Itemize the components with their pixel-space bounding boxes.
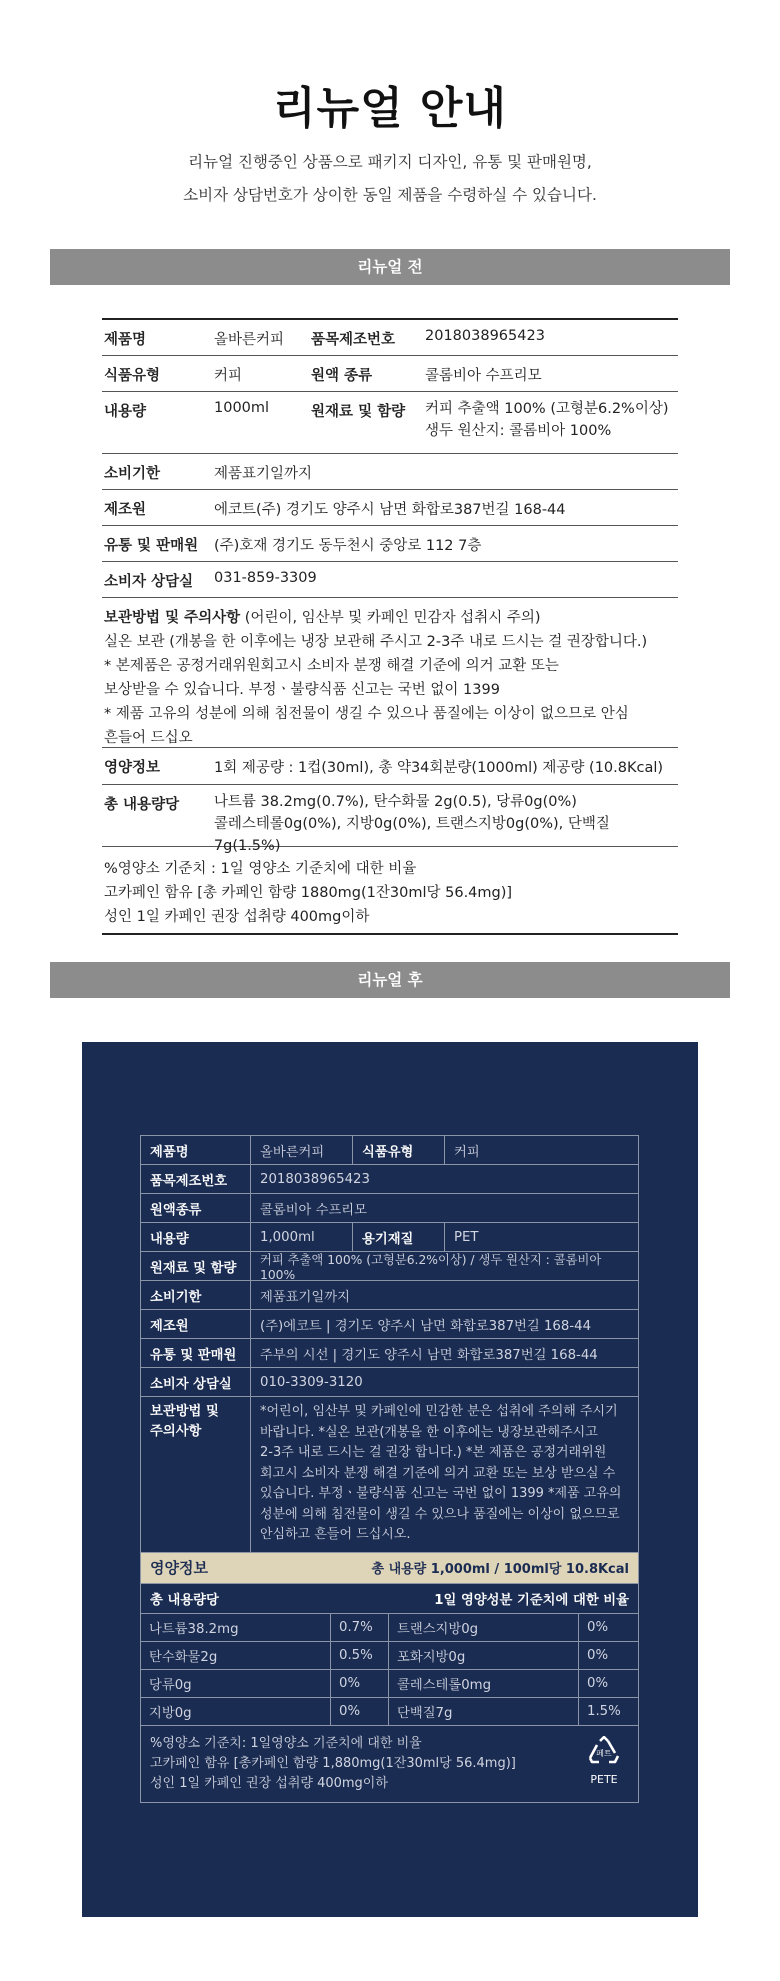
page-title: 리뉴얼 안내 — [273, 83, 507, 134]
row-label: 식품유형 — [352, 1136, 445, 1164]
notes-label: 주의사항 — [150, 1424, 202, 1439]
before-row-distributor — [102, 526, 678, 562]
nutrient-percent: 0% — [587, 1675, 609, 1691]
row-label: 제조원 — [141, 1310, 251, 1338]
before-storage-notes — [102, 598, 678, 748]
after-row-report-no — [141, 1165, 638, 1194]
row-label: 원액종류 — [141, 1194, 251, 1222]
row-value: 1000ml — [214, 400, 270, 416]
after-row-product — [141, 1136, 638, 1165]
row-label: 제조원 — [104, 502, 147, 518]
storage-line: 실온 보관 (개봉을 한 이후에는 냉장 보관해 주시고 2-3주 내로 드시는 걸 권장합니다.) — [104, 634, 648, 650]
storage-line: 보상받을 수 있습니다. 부정ㆍ불량식품 신고는 국번 없이 1399 — [104, 682, 500, 698]
row-label: 품목제조번호 — [141, 1165, 251, 1193]
row-label: 원재료 및 함량 — [311, 404, 406, 420]
row-label: 소비기한 — [104, 466, 161, 482]
row-value: 주부의 시선 | 경기도 양주시 남면 화합로387번길 168-44 — [260, 1347, 598, 1363]
row-label: 소비기한 — [141, 1281, 251, 1309]
row-label: 원재료 및 함량 — [141, 1252, 251, 1280]
row-label: 내용량 — [104, 404, 147, 420]
after-row-origin — [141, 1194, 638, 1223]
before-row-volume — [102, 392, 678, 454]
row-label: 영양정보 — [104, 760, 161, 776]
row-value: 1회 제공량 : 1컵(30ml), 총 약34회분량(1000ml) 제공량 (10.8Kcal) — [214, 760, 664, 776]
nutrient-percent: 0% — [587, 1647, 609, 1663]
row-value: 커피 — [454, 1144, 480, 1160]
before-row-type — [102, 356, 678, 392]
nutrient-name: 나트륨38.2mg — [141, 1614, 331, 1641]
intro-line-2: 소비자 상담번호가 상이한 동일 제품을 수령하실 수 있습니다. — [183, 186, 597, 204]
row-value: 031-859-3309 — [214, 570, 317, 586]
nutrient-name: 콜레스테롤0mg — [389, 1670, 579, 1697]
recycle-icon — [587, 1736, 621, 1768]
nutrient-name: 포화지방0g — [389, 1642, 579, 1669]
row-value: 콜레스테롤0g(0%), 지방0g(0%), 트랜스지방0g(0%), 단백질7g(1.5%) — [213, 816, 610, 854]
row-label: 소비자 상담실 — [141, 1368, 251, 1396]
after-renewal-bar: 리뉴얼 후 — [50, 962, 730, 998]
after-renewal-panel — [82, 1042, 698, 1917]
row-value: 2018038965423 — [260, 1171, 370, 1187]
nutrient-name: 단백질7g — [389, 1698, 579, 1725]
row-value: 커피 — [214, 368, 243, 384]
after-row-volume — [141, 1223, 638, 1252]
nutrient-percent: 0% — [587, 1619, 609, 1635]
nutrient-name: 탄수화물2g — [141, 1642, 331, 1669]
nutrition-label: 영양정보 — [150, 1559, 208, 1577]
recycle-inner-text: 페트 — [596, 1748, 612, 1758]
nutrient-name: 당류0g — [141, 1670, 331, 1697]
row-value: (주)에코트 | 경기도 양주시 남면 화합로387번길 168-44 — [260, 1318, 592, 1334]
nutrient-header-right: 1일 영양성분 기준치에 대한 비율 — [434, 1592, 629, 1608]
before-row-expiry — [102, 454, 678, 490]
notes-line: 안심하고 흔들어 드십시오. — [260, 1527, 411, 1542]
row-value: 제품표기일까지 — [214, 466, 313, 482]
nutrient-name: 지방0g — [141, 1698, 331, 1725]
row-label: 총 내용량당 — [104, 797, 180, 813]
row-value: 010-3309-3120 — [260, 1374, 363, 1390]
row-label: 품목제조번호 — [311, 332, 396, 348]
before-row-contact — [102, 562, 678, 598]
row-label: 내용량 — [141, 1223, 251, 1251]
nutrient-name: 트랜스지방0g — [389, 1614, 579, 1641]
before-renewal-table — [102, 318, 678, 935]
notes-label: 보관방법 및 — [150, 1404, 219, 1419]
after-row-ingredients — [141, 1252, 638, 1281]
nutrient-percent: 0% — [331, 1698, 389, 1725]
row-value: 콜롬비아 수프리모 — [260, 1202, 367, 1218]
nutrient-header-left: 총 내용량당 — [150, 1592, 219, 1608]
after-renewal-label — [140, 1135, 639, 1803]
row-value: (주)호재 경기도 동두천시 중앙로 112 7층 — [214, 538, 482, 554]
after-footnotes — [141, 1726, 638, 1802]
footnote: %영양소 기준치: 1일영양소 기준치에 대한 비율 — [150, 1735, 422, 1751]
notes-line: 회고시 소비자 분쟁 해결 기준에 의거 교환 또는 보상 받으실 수 — [260, 1465, 616, 1481]
row-label: 제품명 — [141, 1136, 251, 1164]
after-row-distributor — [141, 1339, 638, 1368]
row-value: 올바른커피 — [260, 1144, 325, 1160]
storage-note: (어린이, 임산부 및 카페인 민감자 섭취시 주의) — [244, 610, 541, 626]
before-row-product — [102, 320, 678, 356]
footnote: 성인 1일 카페인 권장 섭취량 400mg이하 — [150, 1775, 388, 1791]
row-value: 1,000ml — [260, 1229, 315, 1245]
nutrient-percent: 1.5% — [587, 1703, 621, 1719]
nutrient-row — [141, 1642, 638, 1670]
row-value: PET — [454, 1229, 479, 1245]
storage-line: * 본제품은 공정거래위원회고시 소비자 분쟁 해결 기준에 의거 교환 또는 — [104, 658, 559, 674]
recycle-label: PETE — [590, 1772, 618, 1786]
before-row-nutrition — [102, 748, 678, 785]
row-value: 제품표기일까지 — [260, 1289, 350, 1305]
nutrition-band — [141, 1553, 638, 1584]
row-value: 커피 추출액 100% (고형분6.2%이상) — [425, 401, 669, 417]
row-label: 용기재질 — [352, 1223, 445, 1251]
before-renewal-bar: 리뉴얼 전 — [50, 249, 730, 285]
footnote: %영양소 기준치 : 1일 영양소 기준치에 대한 비율 — [104, 861, 417, 877]
row-label: 유통 및 판매원 — [141, 1339, 251, 1367]
footnote: 고카페인 함유 [총 카페인 함량 1880mg(1잔30ml당 56.4mg)] — [104, 885, 513, 901]
notes-line: *어린이, 임산부 및 카페인에 민감한 분은 섭취에 주의해 주시기 — [260, 1404, 618, 1419]
nutrient-row — [141, 1698, 638, 1726]
row-label: 원액 종류 — [311, 368, 373, 384]
before-row-manufacturer — [102, 490, 678, 526]
row-value: 나트륨 38.2mg(0.7%), 탄수화물 2g(0.5), 당류0g(0%) — [213, 794, 577, 810]
after-row-contact — [141, 1368, 638, 1397]
footnote: 고카페인 함유 [총카페인 함량 1,880mg(1잔30ml당 56.4mg)] — [150, 1755, 516, 1771]
row-value: 생두 원산지: 콜롬비아 100% — [425, 423, 612, 439]
row-label: 제품명 — [104, 332, 147, 348]
row-value: 에코트(주) 경기도 양주시 남면 화합로387번길 168-44 — [214, 502, 566, 518]
notes-line: 2-3주 내로 드시는 걸 권장 합니다.) *본 제품은 공정거래위원 — [260, 1445, 607, 1460]
nutrient-row — [141, 1670, 638, 1698]
after-storage-notes — [141, 1397, 638, 1553]
footnote: 성인 1일 카페인 권장 섭취량 400mg이하 — [104, 909, 370, 925]
row-value: 올바른커피 — [214, 332, 285, 348]
before-footnotes — [102, 847, 678, 933]
nutrient-row — [141, 1614, 638, 1642]
nutrient-percent: 0.7% — [331, 1614, 389, 1641]
notes-line: 있습니다. 부정ㆍ불량식품 신고는 국번 없이 1399 *제품 고유의 — [260, 1486, 622, 1501]
storage-line: 흔들어 드십오 — [104, 730, 193, 746]
nutrient-percent: 0% — [331, 1670, 389, 1697]
row-label: 유통 및 판매원 — [104, 538, 199, 554]
storage-label: 보관방법 및 주의사항 — [104, 610, 241, 626]
after-row-expiry — [141, 1281, 638, 1310]
before-row-content — [102, 785, 678, 854]
storage-line: * 제품 고유의 성분에 의해 침전물이 생길 수 있으나 품질에는 이상이 없으므로 안심 — [104, 706, 629, 722]
nutrition-value: 총 내용량 1,000ml / 100ml당 10.8Kcal — [371, 1562, 629, 1577]
row-label: 식품유형 — [104, 368, 161, 384]
row-label: 소비자 상담실 — [104, 574, 194, 590]
after-row-manufacturer — [141, 1310, 638, 1339]
row-value: 콜롬비아 수프리모 — [425, 368, 542, 384]
notes-line: 바랍니다. *실온 보관(개봉을 한 이후에는 냉장보관해주시고 — [260, 1424, 598, 1440]
intro-line-1: 리뉴얼 진행중인 상품으로 패키지 디자인, 유통 및 판매원명, — [188, 153, 592, 171]
row-value: 2018038965423 — [425, 328, 545, 344]
recycle-mark — [584, 1736, 624, 1790]
nutrient-percent: 0.5% — [331, 1642, 389, 1669]
row-value: 커피 추출액 100% (고형분6.2%이상) / 생두 원산지 : 콜롬비아 100% — [260, 1253, 602, 1282]
notes-line: 성분에 의해 침전물이 생길 수 있으나 품질에는 이상이 없으므로 — [260, 1506, 620, 1522]
nutrient-table-header — [141, 1584, 638, 1614]
